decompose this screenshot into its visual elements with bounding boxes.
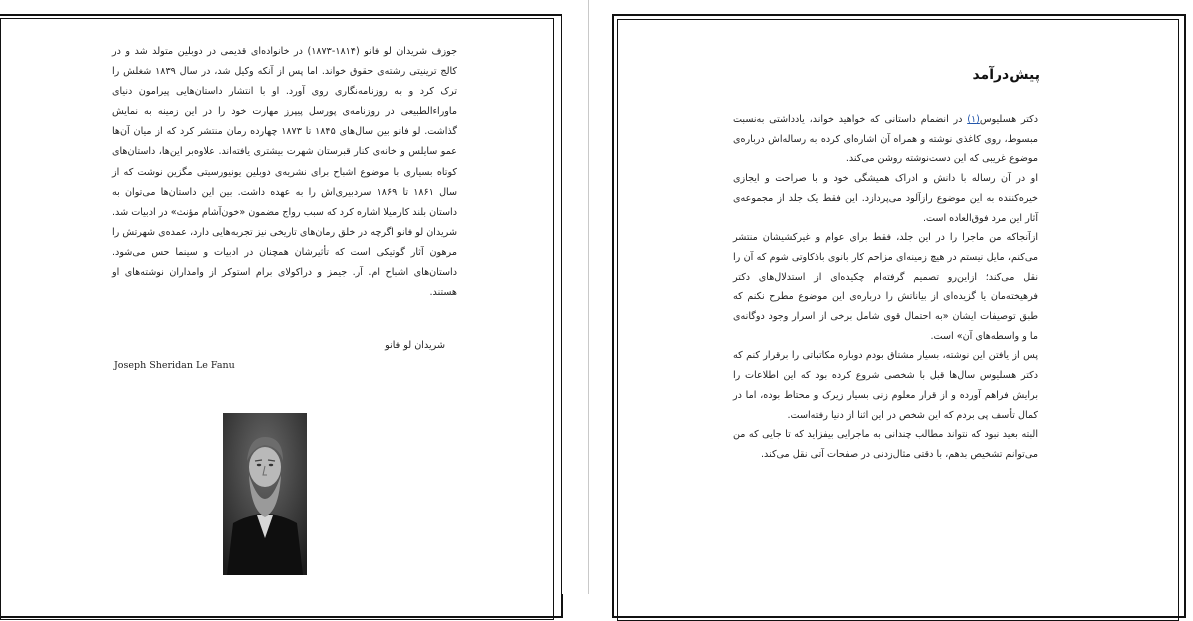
author-bio — [112, 42, 457, 303]
page-gutter — [562, 0, 612, 594]
paragraph-5: البته بعید نبود که نتواند مطالب چندانی به ماجرایی بیفزاید که تا جایی که من می‌توانم تشخیص بدهم، با دقتی مثال‌زدنی در صفحات آتی نقل می‌کند. — [733, 429, 1038, 460]
author-bio-paragraph: جوزف شریدان لو فانو (۱۸۱۴-۱۸۷۳) در خانواده‌ای قدیمی در دوبلین متولد شد و در کالج ترینیتی رشته‌ی حقوق خواند. اما پس از آنکه وکیل شد، در سال ۱۸۳۹ شغلش را ترک کرد و به روزنامه‌نگاری روی آورد. او با انتشار داستان‌هایی پیرامون دنیای ماوراءالطبیعی در روزنامه‌ی پورسل پیپرز مهارت خود را در این زمینه به نمایش گذاشت. لو فانو بین سال‌های ۱۸۴۵ تا ۱۸۷۳ چهارده رمان منتشر کرد که از میان آن‌ها عمو سایلس و خانه‌ی کنار قبرستان شهرت بیشتری یافته‌اند. علاوه‌بر این‌ها، داستان‌های کوتاه بسیاری با موضوع اشباح برای نشریه‌ی دوبلین یونیورسیتی مگزین نوشت که از سال ۱۸۶۱ تا ۱۸۶۹ سردبیری‌اش را به عهده داشت. بین این داستان‌ها می‌توان به داستان بلند کارمیلا اشاره کرد که سبب رواج مضمون «خون‌آشام مؤنث» در ادبیات شد. شریدان لو فانو اگرچه در خلق رمان‌های تاریخی نیز تجربه‌هایی دارد، عمده‌ی شهرتش را مرهون آثار گوتیکی است که تأثیرشان همچنان در ادبیات و سینما حس می‌شود. داستان‌های اشباح ام. آر. جیمز و دراکولای برام استوکر از وامداران نوشته‌های او هستند. — [112, 46, 457, 299]
paragraph-4: پس از یافتن این نوشته، بسیار مشتاق بودم دوباره مکاتباتی را برقرار کنم که دکتر هسلیوس سال‌ها قبل با شخصی شروع کرده بود که این اطلاعات را برایش فراهم آورده و از قرار معلوم زنی بسیار زیرک و محتاط بوده، اما در کمال تأسف پی بردم که این شخص در این اثنا از دنیا رفته‌است. — [733, 350, 1038, 421]
paragraph-2: او در آن رساله با دانش و ادراک همیشگی خود و با صراحت و ایجازی خیره‌کننده به این موضوع رازآلود می‌پردازد. این فقط یک جلد از مجموعه‌ی آثار این مرد فوق‌العاده است. — [733, 173, 1038, 224]
footnote-link[interactable]: (۱) — [967, 114, 980, 125]
paragraph-1 — [733, 110, 1038, 169]
author-portrait-photo — [223, 413, 307, 575]
author-signature-persian: شریدان لو فانو — [385, 340, 445, 351]
paragraph-1-start: دکتر هسلیوس — [979, 114, 1039, 125]
paragraph-1-rest: در انضمام داستانی که خواهید خواند، یادداشتی به‌نسبت مبسوط، روی کاغذی نوشته و همراه آن اشاره‌ای کرده به رساله‌اش درباره‌ی موضوع غریبی که این دست‌نوشته روشن می‌کند. — [733, 114, 1038, 165]
prologue-text — [733, 110, 1038, 465]
chapter-title: پیش‌درآمد — [972, 67, 1040, 83]
author-signature-english: Joseph Sheridan Le Fanu — [114, 360, 235, 371]
paragraph-3: ازآنجاکه من ماجرا را در این جلد، فقط برای عوام و غیرکشیشان منتشر می‌کنم، مایل نیستم در هیچ زمینه‌ای مزاحم کار بانوی باذکاوتی شوم که آن را نقل می‌کند؛ ازاین‌رو تصمیم گرفته‌ام چکیده‌ای از استدلال‌های دکتر فرهیخته‌مان یا گزیده‌ای از بیاناتش را درباره‌ی این موضوع مطرح نکنم که طبق توصیفات ایشان «به احتمال قوی شامل برخی از اسرار وجود دوگانه‌ی ما و واسطه‌های آن» است. — [733, 232, 1038, 342]
portrait-icon — [223, 413, 307, 575]
gutter-divider — [588, 0, 589, 594]
